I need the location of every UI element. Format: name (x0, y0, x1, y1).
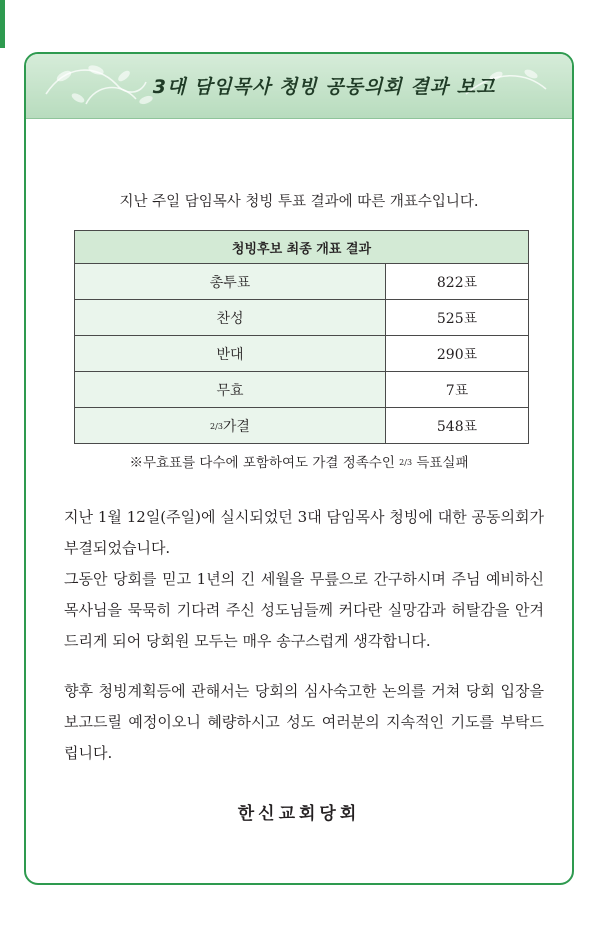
page-title: 3대 담임목사 청빙 공동의회 결과 보고 (152, 76, 496, 98)
row-label (75, 408, 386, 444)
footnote-after: 득표실패 (416, 455, 469, 471)
row-value: 548표 (386, 408, 529, 444)
row-label: 반대 (75, 336, 386, 372)
row-value: 822표 (386, 264, 529, 300)
row-label-text: 가결 (222, 418, 250, 435)
table-row (75, 300, 529, 336)
paragraph-apology: 그동안 당회를 믿고 1년의 긴 세월을 무릎으로 간구하시며 주님 예비하신 목사님을 묵묵히 기다려 주신 성도님들께 커다란 실망감과 허탈감을 안겨 드리게 되어 당회원 모두는 매우 송구스럽게 생각합니다. (64, 570, 544, 650)
footnote (26, 451, 572, 471)
intro-text: 지난 주일 담임목사 청빙 투표 결과에 따른 개표수입니다. (119, 194, 479, 210)
row-value: 525표 (386, 300, 529, 336)
page-edge-bar (0, 0, 5, 48)
row-label: 무효 (75, 372, 386, 408)
footnote-fraction: 2/3 (399, 458, 413, 467)
footnote-before: ※무효표를 다수에 포함하여도 가결 정족수인 (129, 455, 395, 471)
title-banner (26, 54, 572, 119)
row-label: 찬성 (75, 300, 386, 336)
report-card (24, 52, 574, 885)
table-row (75, 408, 529, 444)
signature: 한신교회당회 (237, 804, 361, 824)
table-row (75, 264, 529, 300)
row-value: 290표 (386, 336, 529, 372)
table-header-row (75, 231, 529, 264)
paragraph-future: 향후 청빙계획등에 관해서는 당회의 심사숙고한 논의를 거쳐 당회 입장을 보고드릴 예정이오니 혜량하시고 성도 여러분의 지속적인 기도를 부탁드립니다. (64, 682, 544, 762)
table-header: 청빙후보 최종 개표 결과 (75, 231, 529, 264)
row-label: 총투표 (75, 264, 386, 300)
fraction-label: 2/3 (210, 421, 223, 431)
paragraph-result: 지난 1월 12일(주일)에 실시되었던 3대 담임목사 청빙에 대한 공동의회가 부결되었습니다. (64, 508, 544, 557)
table-row (75, 336, 529, 372)
row-value: 7표 (386, 372, 529, 408)
table-row (75, 372, 529, 408)
results-table (74, 230, 529, 444)
